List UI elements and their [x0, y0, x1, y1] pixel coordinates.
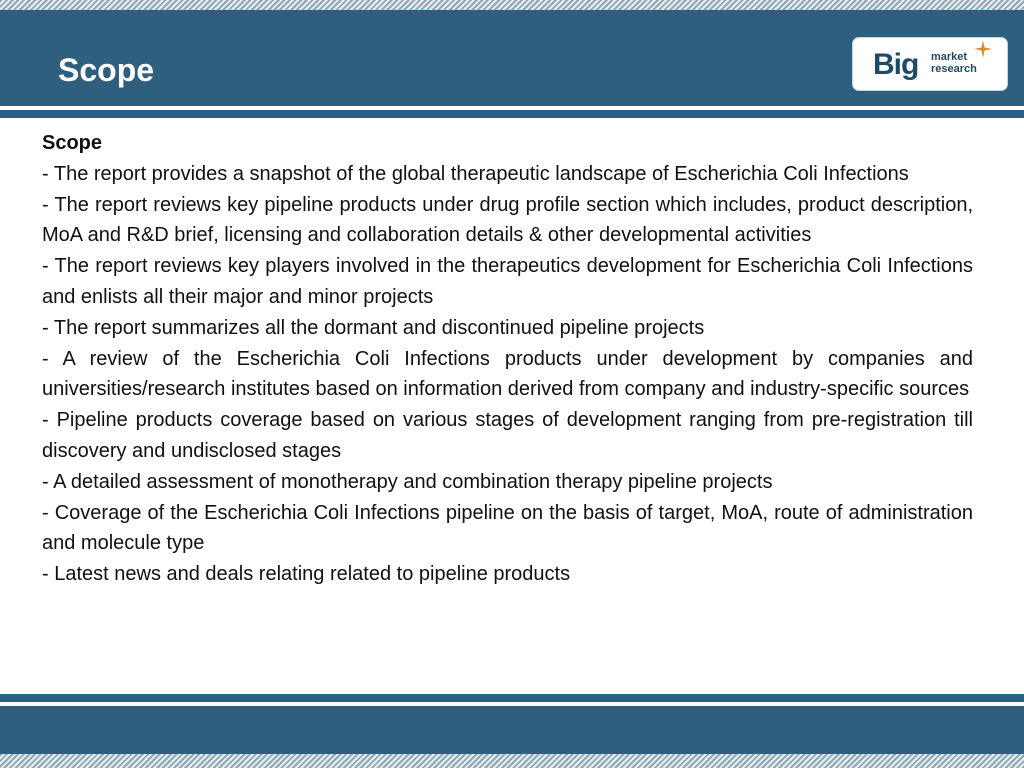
scope-bullet: - The report summarizes all the dormant and discontinued pipeline projects [42, 316, 705, 339]
star-icon [974, 40, 992, 58]
scope-bullet: - A detailed assessment of monotherapy and combination therapy pipeline projects [42, 470, 773, 493]
logo-big-text: Big [873, 48, 919, 81]
bottom-hatch-border [0, 754, 1024, 768]
footer-band [0, 706, 1024, 754]
scope-bullet: - Pipeline products coverage based on various stages of development ranging from pre-registration till discovery and undisclosed stages [42, 409, 973, 462]
top-hatch-border [0, 0, 1024, 10]
scope-bullet: - Latest news and deals relating related to pipeline products [42, 563, 571, 586]
scope-bullet: - A review of the Escherichia Coli Infections products under development by companies and universities/research institutes based on information derived from company and industry-specific sources [42, 347, 973, 401]
scope-bullet: - The report reviews key players involved in the therapeutics development for Escherichia Coli Infections and enlists all their major and minor projects [42, 255, 973, 308]
scope-bullet: - Coverage of the Escherichia Coli Infections pipeline on the basis of target, MoA, route of administration and molecule type [42, 501, 973, 555]
footer-divider-blue [0, 694, 1024, 702]
logo-subtext [931, 51, 977, 75]
scope-bullet: - The report provides a snapshot of the global therapeutic landscape of Escherichia Coli Infections [42, 162, 909, 185]
header-divider-blue [0, 110, 1024, 118]
page-title: Scope [58, 52, 155, 88]
section-heading: Scope [42, 132, 103, 154]
big-market-research-logo [852, 37, 1008, 91]
scope-bullet: - The report reviews key pipeline products under drug profile section which includes, product description, MoA and R&D brief, licensing and collaboration details & other developmental activities [42, 193, 973, 247]
logo-line-market: market [931, 51, 968, 63]
scope-content [42, 128, 973, 590]
logo-line-research: research [931, 63, 977, 75]
